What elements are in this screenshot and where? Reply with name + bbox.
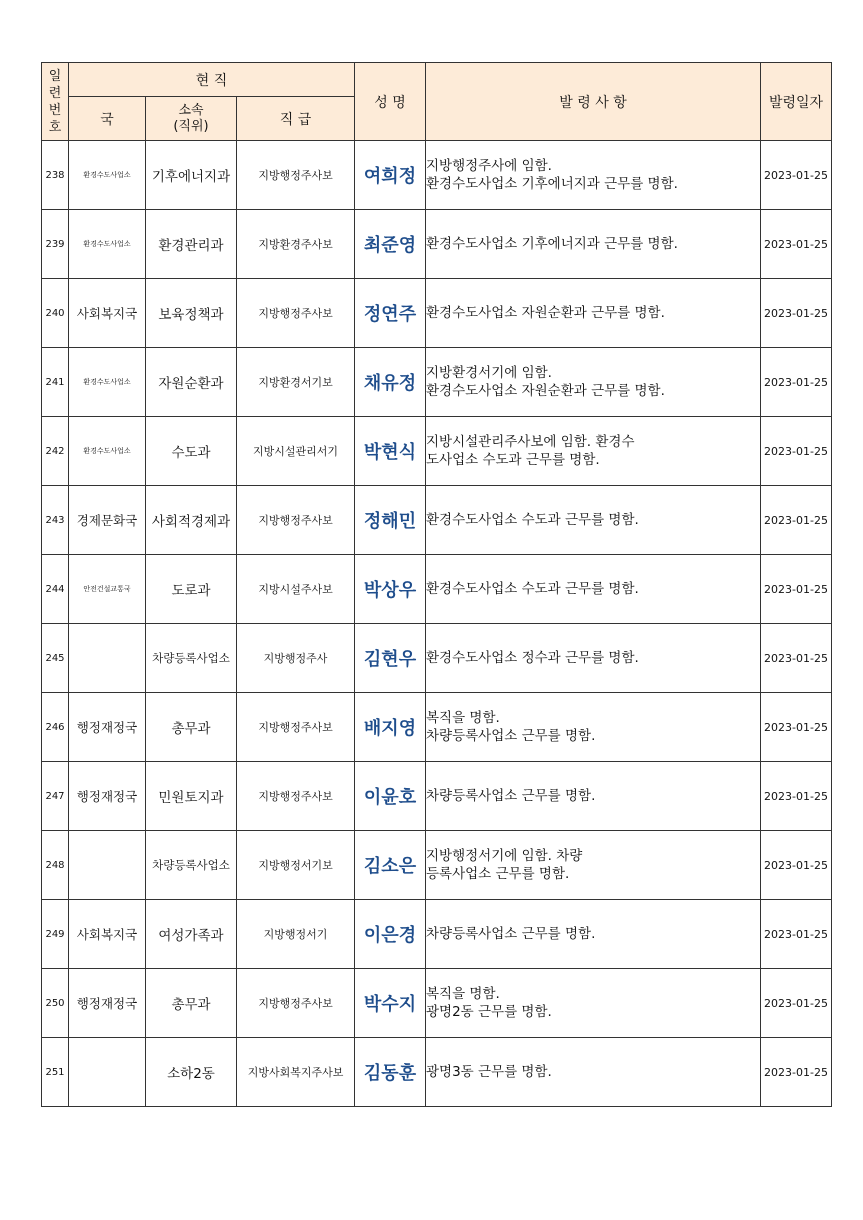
person-name-cell: 배지영 bbox=[355, 693, 426, 762]
order-line: 지방환경서기에 임함. bbox=[426, 365, 552, 381]
header-serial-number: 일 련 번 호 bbox=[42, 63, 69, 141]
order-date-cell: 2023-01-25 bbox=[761, 417, 832, 486]
person-name-cell: 김소은 bbox=[355, 831, 426, 900]
affiliation-cell: 환경관리과 bbox=[146, 210, 237, 279]
header-grade: 직 급 bbox=[237, 97, 355, 141]
affiliation-cell: 수도과 bbox=[146, 417, 237, 486]
table-row bbox=[42, 900, 832, 969]
serial-number-cell: 249 bbox=[42, 900, 69, 969]
order-line: 환경수도사업소 수도과 근무를 명함. bbox=[426, 581, 639, 597]
table-row bbox=[42, 693, 832, 762]
grade-cell: 지방행정서기 bbox=[237, 900, 355, 969]
order-date-cell: 2023-01-25 bbox=[761, 900, 832, 969]
grade-cell: 지방환경서기보 bbox=[237, 348, 355, 417]
affiliation-cell: 차량등록사업소 bbox=[146, 624, 237, 693]
dept-cell: 행정재정국 bbox=[69, 762, 146, 831]
grade-cell: 지방시설관리서기 bbox=[237, 417, 355, 486]
person-name-cell: 박수지 bbox=[355, 969, 426, 1038]
grade-cell: 지방행정주사보 bbox=[237, 693, 355, 762]
table-row bbox=[42, 141, 832, 210]
dept-cell bbox=[69, 831, 146, 900]
order-date-cell: 2023-01-25 bbox=[761, 141, 832, 210]
dept-cell bbox=[69, 1038, 146, 1107]
order-line: 복직을 명함. bbox=[426, 710, 500, 726]
order-details-cell bbox=[426, 555, 761, 624]
order-line: 지방시설관리주사보에 임함. 환경수 bbox=[426, 434, 635, 450]
header-order: 발 령 사 항 bbox=[426, 63, 761, 141]
dept-cell: 안전건설교통국 bbox=[69, 555, 146, 624]
affiliation-cell: 총무과 bbox=[146, 969, 237, 1038]
table-row bbox=[42, 210, 832, 279]
order-date-cell: 2023-01-25 bbox=[761, 762, 832, 831]
serial-number-cell: 241 bbox=[42, 348, 69, 417]
order-line: 지방행정주사에 임함. bbox=[426, 158, 552, 174]
affiliation-cell: 여성가족과 bbox=[146, 900, 237, 969]
order-details-cell bbox=[426, 900, 761, 969]
order-date-cell: 2023-01-25 bbox=[761, 279, 832, 348]
grade-cell: 지방시설주사보 bbox=[237, 555, 355, 624]
order-line: 환경수도사업소 자원순환과 근무를 명함. bbox=[426, 383, 665, 399]
grade-cell: 지방사회복지주사보 bbox=[237, 1038, 355, 1107]
order-line: 환경수도사업소 기후에너지과 근무를 명함. bbox=[426, 176, 678, 192]
serial-number-cell: 244 bbox=[42, 555, 69, 624]
grade-cell: 지방행정주사보 bbox=[237, 141, 355, 210]
person-name-cell: 김동훈 bbox=[355, 1038, 426, 1107]
dept-cell: 환경수도사업소 bbox=[69, 141, 146, 210]
order-line: 도사업소 수도과 근무를 명함. bbox=[426, 452, 600, 468]
order-details-cell bbox=[426, 417, 761, 486]
table-row bbox=[42, 486, 832, 555]
order-date-cell: 2023-01-25 bbox=[761, 348, 832, 417]
order-details-cell bbox=[426, 1038, 761, 1107]
serial-number-cell: 242 bbox=[42, 417, 69, 486]
order-line: 환경수도사업소 기후에너지과 근무를 명함. bbox=[426, 236, 678, 252]
order-details-cell bbox=[426, 624, 761, 693]
order-line: 지방행정서기에 임함. 차량 bbox=[426, 848, 583, 864]
affiliation-cell: 사회적경제과 bbox=[146, 486, 237, 555]
order-line: 광명3동 근무를 명함. bbox=[426, 1064, 552, 1080]
affiliation-cell: 자원순환과 bbox=[146, 348, 237, 417]
grade-cell: 지방행정주사 bbox=[237, 624, 355, 693]
header-date: 발령일자 bbox=[761, 63, 832, 141]
person-name-cell: 박상우 bbox=[355, 555, 426, 624]
order-date-cell: 2023-01-25 bbox=[761, 693, 832, 762]
person-name-cell: 여희정 bbox=[355, 141, 426, 210]
grade-cell: 지방환경주사보 bbox=[237, 210, 355, 279]
person-name-cell: 박현식 bbox=[355, 417, 426, 486]
dept-cell: 행정재정국 bbox=[69, 693, 146, 762]
grade-cell: 지방행정주사보 bbox=[237, 969, 355, 1038]
table-row bbox=[42, 348, 832, 417]
order-line: 복직을 명함. bbox=[426, 986, 500, 1002]
order-line: 차량등록사업소 근무를 명함. bbox=[426, 728, 596, 744]
dept-cell: 사회복지국 bbox=[69, 279, 146, 348]
order-details-cell bbox=[426, 969, 761, 1038]
person-name-cell: 이은경 bbox=[355, 900, 426, 969]
dept-cell: 사회복지국 bbox=[69, 900, 146, 969]
serial-number-cell: 240 bbox=[42, 279, 69, 348]
order-date-cell: 2023-01-25 bbox=[761, 624, 832, 693]
order-date-cell: 2023-01-25 bbox=[761, 486, 832, 555]
affiliation-cell: 보육정책과 bbox=[146, 279, 237, 348]
person-name-cell: 정해민 bbox=[355, 486, 426, 555]
header-name: 성 명 bbox=[355, 63, 426, 141]
order-details-cell bbox=[426, 348, 761, 417]
table-row bbox=[42, 1038, 832, 1107]
order-details-cell bbox=[426, 141, 761, 210]
order-date-cell: 2023-01-25 bbox=[761, 210, 832, 279]
grade-cell: 지방행정주사보 bbox=[237, 762, 355, 831]
order-date-cell: 2023-01-25 bbox=[761, 831, 832, 900]
affiliation-cell: 총무과 bbox=[146, 693, 237, 762]
header-affiliation: 소속 (직위) bbox=[146, 97, 237, 141]
affiliation-cell: 도로과 bbox=[146, 555, 237, 624]
table-row bbox=[42, 417, 832, 486]
serial-number-cell: 245 bbox=[42, 624, 69, 693]
order-line: 환경수도사업소 수도과 근무를 명함. bbox=[426, 512, 639, 528]
person-name-cell: 채유정 bbox=[355, 348, 426, 417]
order-line: 환경수도사업소 자원순환과 근무를 명함. bbox=[426, 305, 665, 321]
serial-number-cell: 248 bbox=[42, 831, 69, 900]
affiliation-cell: 민원토지과 bbox=[146, 762, 237, 831]
serial-number-cell: 250 bbox=[42, 969, 69, 1038]
person-name-cell: 정연주 bbox=[355, 279, 426, 348]
order-line: 환경수도사업소 정수과 근무를 명함. bbox=[426, 650, 639, 666]
order-date-cell: 2023-01-25 bbox=[761, 555, 832, 624]
table-row bbox=[42, 969, 832, 1038]
order-line: 광명2동 근무를 명함. bbox=[426, 1004, 552, 1020]
grade-cell: 지방행정주사보 bbox=[237, 279, 355, 348]
affiliation-cell: 소하2동 bbox=[146, 1038, 237, 1107]
order-date-cell: 2023-01-25 bbox=[761, 969, 832, 1038]
table-body bbox=[42, 141, 832, 1107]
header-dept: 국 bbox=[69, 97, 146, 141]
table-row bbox=[42, 762, 832, 831]
serial-number-cell: 238 bbox=[42, 141, 69, 210]
serial-number-cell: 247 bbox=[42, 762, 69, 831]
table-row bbox=[42, 624, 832, 693]
order-details-cell bbox=[426, 486, 761, 555]
serial-number-cell: 251 bbox=[42, 1038, 69, 1107]
affiliation-cell: 차량등록사업소 bbox=[146, 831, 237, 900]
dept-cell: 행정재정국 bbox=[69, 969, 146, 1038]
serial-number-cell: 246 bbox=[42, 693, 69, 762]
dept-cell bbox=[69, 624, 146, 693]
order-details-cell bbox=[426, 831, 761, 900]
order-details-cell bbox=[426, 279, 761, 348]
grade-cell: 지방행정서기보 bbox=[237, 831, 355, 900]
person-name-cell: 김현우 bbox=[355, 624, 426, 693]
affiliation-cell: 기후에너지과 bbox=[146, 141, 237, 210]
serial-number-cell: 243 bbox=[42, 486, 69, 555]
dept-cell: 환경수도사업소 bbox=[69, 210, 146, 279]
table-row bbox=[42, 831, 832, 900]
order-details-cell bbox=[426, 762, 761, 831]
order-line: 차량등록사업소 근무를 명함. bbox=[426, 788, 596, 804]
dept-cell: 환경수도사업소 bbox=[69, 417, 146, 486]
order-line: 차량등록사업소 근무를 명함. bbox=[426, 926, 596, 942]
dept-cell: 경제문화국 bbox=[69, 486, 146, 555]
grade-cell: 지방행정주사보 bbox=[237, 486, 355, 555]
person-name-cell: 이윤호 bbox=[355, 762, 426, 831]
order-date-cell: 2023-01-25 bbox=[761, 1038, 832, 1107]
order-details-cell bbox=[426, 693, 761, 762]
serial-number-cell: 239 bbox=[42, 210, 69, 279]
person-name-cell: 최준영 bbox=[355, 210, 426, 279]
dept-cell: 환경수도사업소 bbox=[69, 348, 146, 417]
order-details-cell bbox=[426, 210, 761, 279]
header-current-post: 현 직 bbox=[69, 63, 355, 97]
table-row bbox=[42, 279, 832, 348]
personnel-order-table bbox=[41, 62, 832, 1107]
table-row bbox=[42, 555, 832, 624]
order-line: 등록사업소 근무를 명함. bbox=[426, 866, 570, 882]
